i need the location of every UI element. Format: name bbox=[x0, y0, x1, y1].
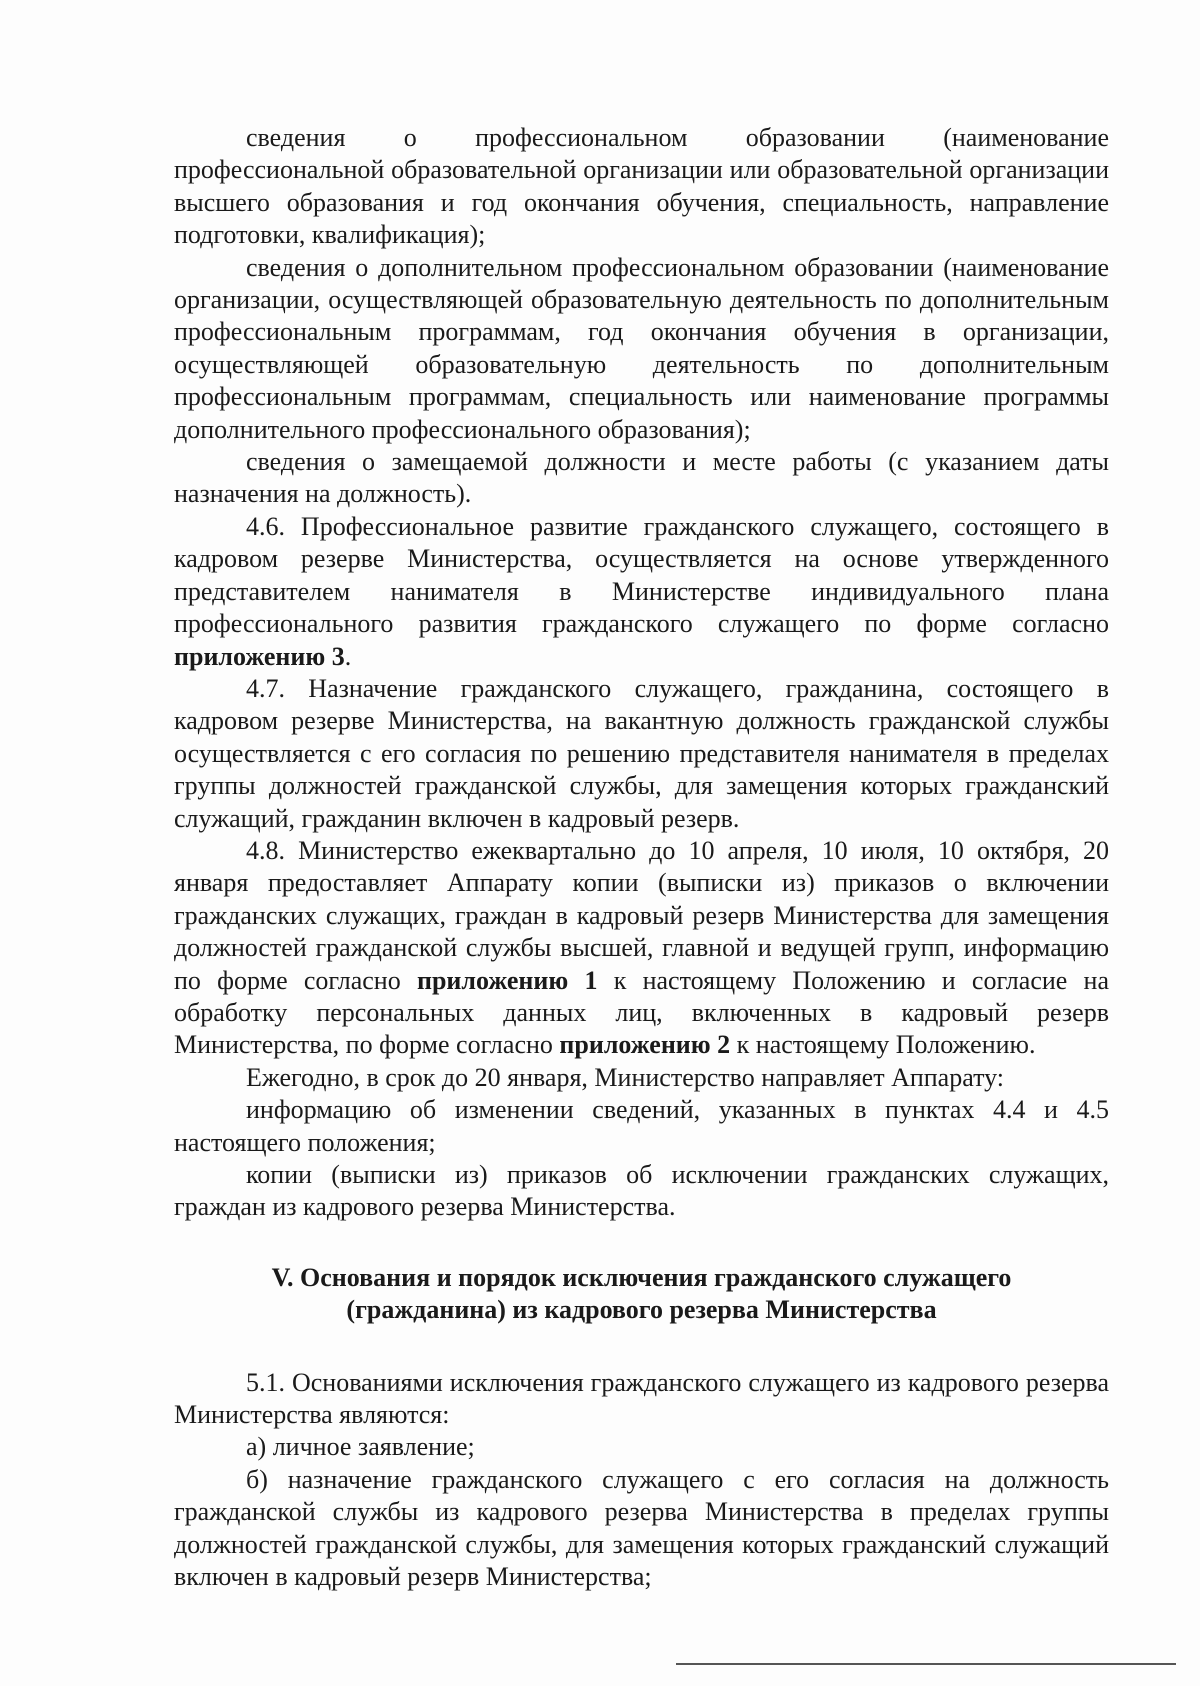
paragraph-5-1-b: б) назначение гражданского служащего с его согласия на должность гражданской службы из кадрового резерва Министерства в пределах группы должностей гражданской службы, для замещения которых гражданский служащий включен в кадровый резерв Министерства; bbox=[174, 1464, 1109, 1592]
paragraph-changes-info: информацию об изменении сведений, указанных в пунктах 4.4 и 4.5 настоящего положения; bbox=[174, 1095, 1109, 1157]
appendix-3-reference: приложению 3 bbox=[174, 641, 345, 671]
paragraph-5-1: 5.1. Основаниями исключения гражданского служащего из кадрового резерва Министерства являются: bbox=[174, 1367, 1109, 1430]
appendix-1-reference: приложению 1 bbox=[416, 965, 598, 995]
paragraph-4-6-text: 4.6. Профессиональное развитие гражданского служащего, состоящего в кадровом резерве Министерства, осуществляется на основе утвержденного представителем нанимателя в Министерстве индивидуального плана профессионального развития гражданского служащего по форме согласно bbox=[174, 511, 1109, 639]
paragraph-exclusion-orders: копии (выписки из) приказов об исключении гражданских служащих, граждан из кадрового резерва Министерства. bbox=[174, 1160, 1109, 1222]
paragraph-4-7: 4.7. Назначение гражданского служащего, гражданина, состоящего в кадровом резерве Министерства, на вакантную должность гражданской службы осуществляется с его согласия по решению представителя нанимателя в пределах группы должностей гражданской службы, для замещения которых гражданский служащий, гражданин включен в кадровый резерв. bbox=[174, 673, 1109, 833]
paragraph-4-8-part-c: к настоящему Положению. bbox=[730, 1030, 1036, 1060]
section-v-heading bbox=[174, 1262, 1109, 1327]
paragraph-4-8 bbox=[174, 835, 1109, 1062]
paragraph-annual-reporting: Ежегодно, в срок до 20 января, Министерство направляет Аппарату: bbox=[246, 1062, 1004, 1092]
section-v-heading-line2: (гражданина) из кадрового резерва Министерства bbox=[346, 1295, 937, 1325]
appendix-2-reference: приложению 2 bbox=[559, 1030, 731, 1060]
paragraph-additional-education: сведения о дополнительном профессиональном образовании (наименование организации, осуществляющей образовательную деятельность по дополнительным профессиональным программам, год окончания обучения в организации, осуществляющей образовательную деятельность по дополнительным профессиональным программам, специальность или наименование программы дополнительного профессионального образования); bbox=[174, 252, 1109, 444]
document-body bbox=[174, 122, 1109, 1593]
paragraph-5-1-a: а) личное заявление; bbox=[246, 1432, 475, 1462]
paragraph-4-6 bbox=[174, 511, 1109, 673]
section-v-heading-line1: V. Основания и порядок исключения гражданского служащего bbox=[271, 1262, 1012, 1292]
paragraph-4-8-part-b: к настоящему Положению и согласие на обработку персональных данных лиц, включенных в кадровый резерв Министерства, по форме согласно bbox=[174, 965, 1110, 1060]
paragraph-professional-education: сведения о профессиональном образовании (наименование профессиональной образовательной организации или образовательной организации высшего образования и год окончания обучения, специальность, направление подготовки, квалификация); bbox=[174, 123, 1109, 250]
footer-rule bbox=[676, 1663, 1176, 1665]
paragraph-4-8-part-a: 4.8. Министерство ежеквартально до 10 апреля, 10 июля, 10 октября, 20 января предоставляет Аппарату копии (выписки из) приказов о включении гражданских служащих, граждан в кадровый резерв Министерства для замещения должностей гражданской службы высшей, главной и ведущей групп, информацию по форме согласно bbox=[174, 835, 1109, 995]
paragraph-current-position: сведения о замещаемой должности и месте работы (с указанием даты назначения на должность). bbox=[174, 447, 1109, 509]
paragraph-4-6-end: . bbox=[344, 641, 352, 671]
